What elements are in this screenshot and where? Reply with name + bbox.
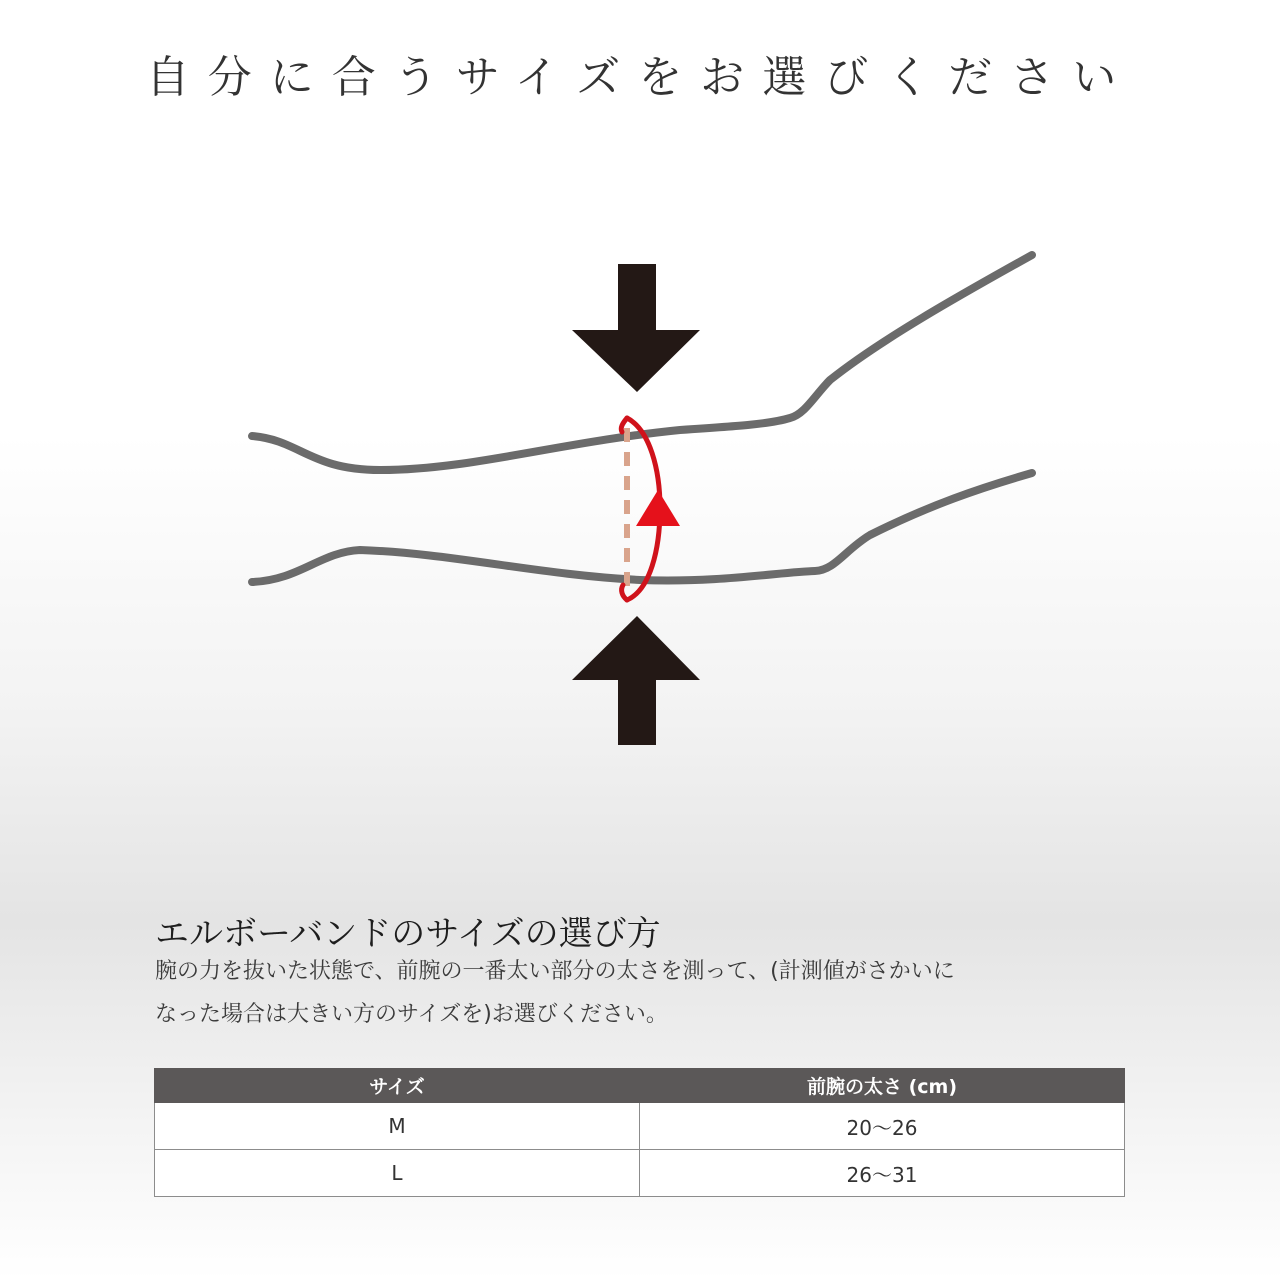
instructions-line: 腕の力を抜いた状態で、前腕の一番太い部分の太さを測って、(計測値がさかいに <box>155 959 955 984</box>
table-header-row <box>155 1069 1125 1103</box>
measurement-arrow-icon <box>636 490 680 526</box>
section-heading: エルボーバンドのサイズの選び方 <box>155 914 661 955</box>
table-header-forearm: 前腕の太さ (cm) <box>640 1069 1125 1103</box>
measure-ring-bottom <box>622 585 627 600</box>
table-cell-size: M <box>155 1103 640 1150</box>
arrow-down-icon <box>572 264 700 392</box>
table-cell-range: 26〜31 <box>640 1150 1125 1197</box>
arm-lower-outline <box>252 473 1032 582</box>
table-header-size: サイズ <box>155 1069 640 1103</box>
instructions-line: なった場合は大きい方のサイズを)お選びください。 <box>155 1002 668 1027</box>
page-title: 自分に合うサイズをお選びください <box>145 52 1135 104</box>
table-cell-size: L <box>155 1150 640 1197</box>
table-row <box>155 1103 1125 1150</box>
table-cell-range: 20〜26 <box>640 1103 1125 1150</box>
size-table <box>154 1068 1125 1197</box>
instructions-text <box>155 950 1135 1036</box>
table-row <box>155 1150 1125 1197</box>
arrow-up-icon <box>572 616 700 745</box>
